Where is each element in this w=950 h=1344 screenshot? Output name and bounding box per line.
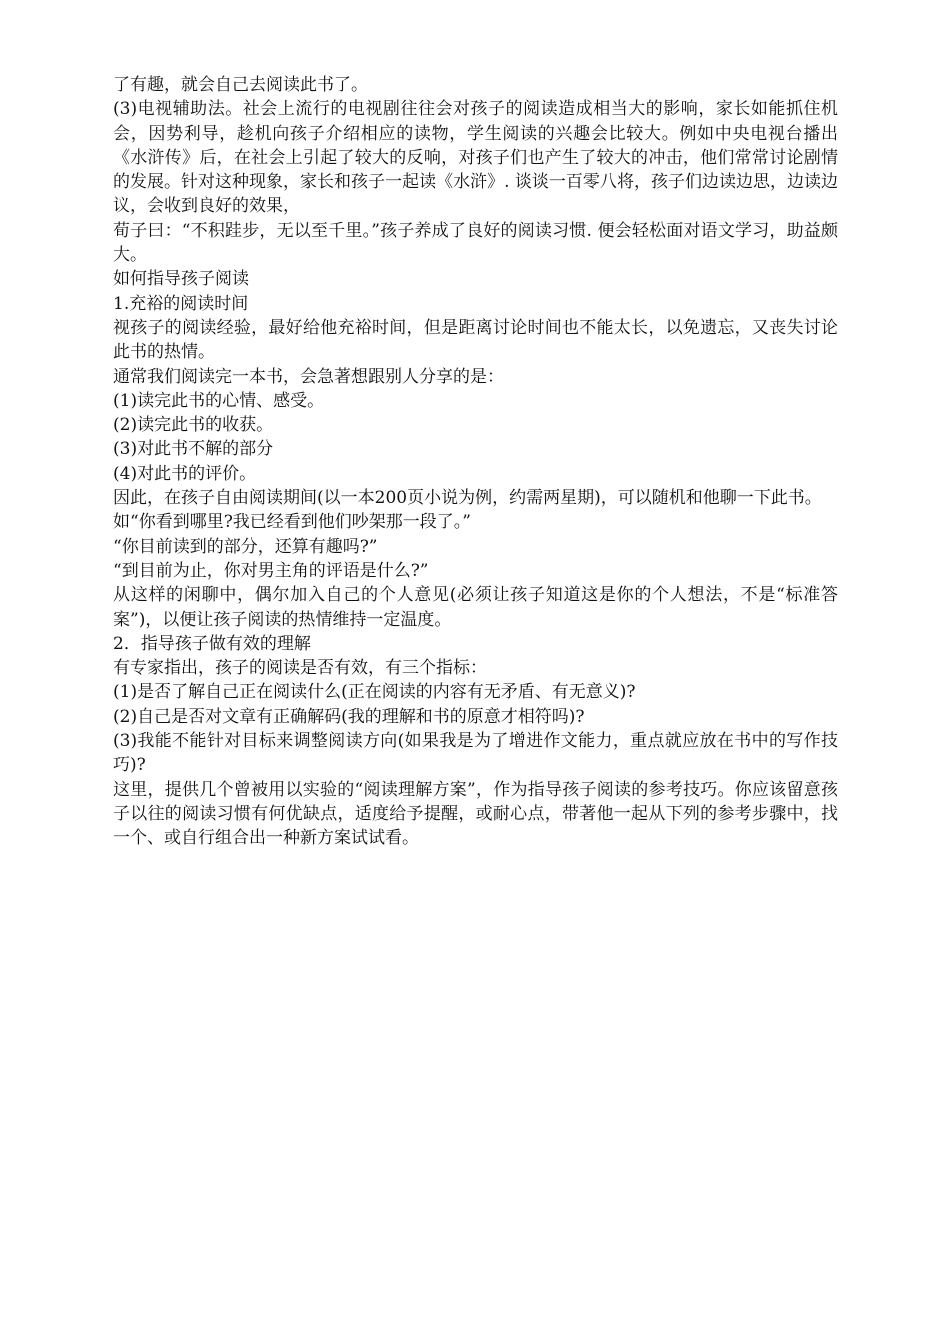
section-heading: 如何指导孩子阅读 (113, 269, 249, 290)
paragraph-closing: 这里，提供几个曾被用以实验的“阅读理解方案”，作为指导孩子阅读的参考技巧。你应该留意孩子以往的阅读习惯有何优缺点，适度给予提醒，或耐心点，带著他一起从下列的参考步骤中，找一个、或自行组合出一种新方案试试看。 (113, 779, 838, 849)
paragraph-reading-time: 视孩子的阅读经验，最好给他充裕时间，但是距离讨论时间也不能太长，以免遗忘，又丧失讨论此书的热情。 (113, 317, 838, 363)
list-item: (3)我能不能针对目标来调整阅读方向(如果我是为了增进作文能力，重点就应放在书中的写作技巧)? (113, 731, 838, 776)
list-item: (2)自己是否对文章有正确解码(我的理解和书的原意才相符吗)? (113, 706, 585, 727)
document-body (113, 73, 838, 851)
quote-line: “到目前为止，你对男主角的评语是什么?” (113, 560, 429, 581)
paragraph-indicators-intro: 有专家指出，孩子的阅读是否有效，有三个指标： (113, 658, 487, 679)
paragraph-continuation: 了有趣，就会自己去阅读此书了。 (113, 75, 368, 95)
paragraph-chat-suggestion: 因此，在孩子自由阅读期间(以一本200页小说为例，约需两星期)，可以随机和他聊一下此书。 (113, 488, 822, 509)
subheading-reading-time: 1.充裕的阅读时间 (113, 293, 249, 314)
subheading-effective-understanding: 2．指导孩子做有效的理解 (113, 633, 311, 654)
paragraph-opinion: 从这样的闲聊中，偶尔加入自己的个人意见(必须让孩子知道这是你的个人想法，不是“标准答案”)，以便让孩子阅读的热情维持一定温度。 (113, 585, 838, 630)
list-item: (3)对此书不解的部分 (113, 439, 274, 460)
paragraph-xunzi-quote: 荀子曰：“不积跬步，无以至千里。”孩子养成了良好的阅读习惯. 便会轻松面对语文学习，助益颇大。 (113, 220, 838, 266)
list-item: (1)读完此书的心情、感受。 (113, 390, 325, 411)
list-item: (2)读完此书的收获。 (113, 415, 274, 436)
list-item: (1)是否了解自己正在阅读什么(正在阅读的内容有无矛盾、有无意义)? (113, 682, 636, 703)
quote-line: 如“你看到哪里?我已经看到他们吵架那一段了。” (113, 512, 471, 533)
paragraph-share-intro: 通常我们阅读完一本书，会急著想跟别人分享的是： (113, 366, 504, 387)
paragraph-tv-method: (3)电视辅助法。社会上流行的电视剧往往会对孩子的阅读造成相当大的影响，家长如能抓住机会，因势利导，趁机向孩子介绍相应的读物，学生阅读的兴趣会比较大。例如中央电视台播出《水浒传》后，在社会上引起了较大的反响，对孩子们也产生了较大的冲击，他们常常讨论剧情的发展。针对这种现象，家长和孩子一起读《水浒》. 谈谈一百零八将，孩子们边读边思，边读边议，会收到良好的效果， (113, 99, 838, 217)
quote-line: “你目前读到的部分，还算有趣吗?” (113, 536, 378, 557)
list-item: (4)对此书的评价。 (113, 463, 257, 484)
